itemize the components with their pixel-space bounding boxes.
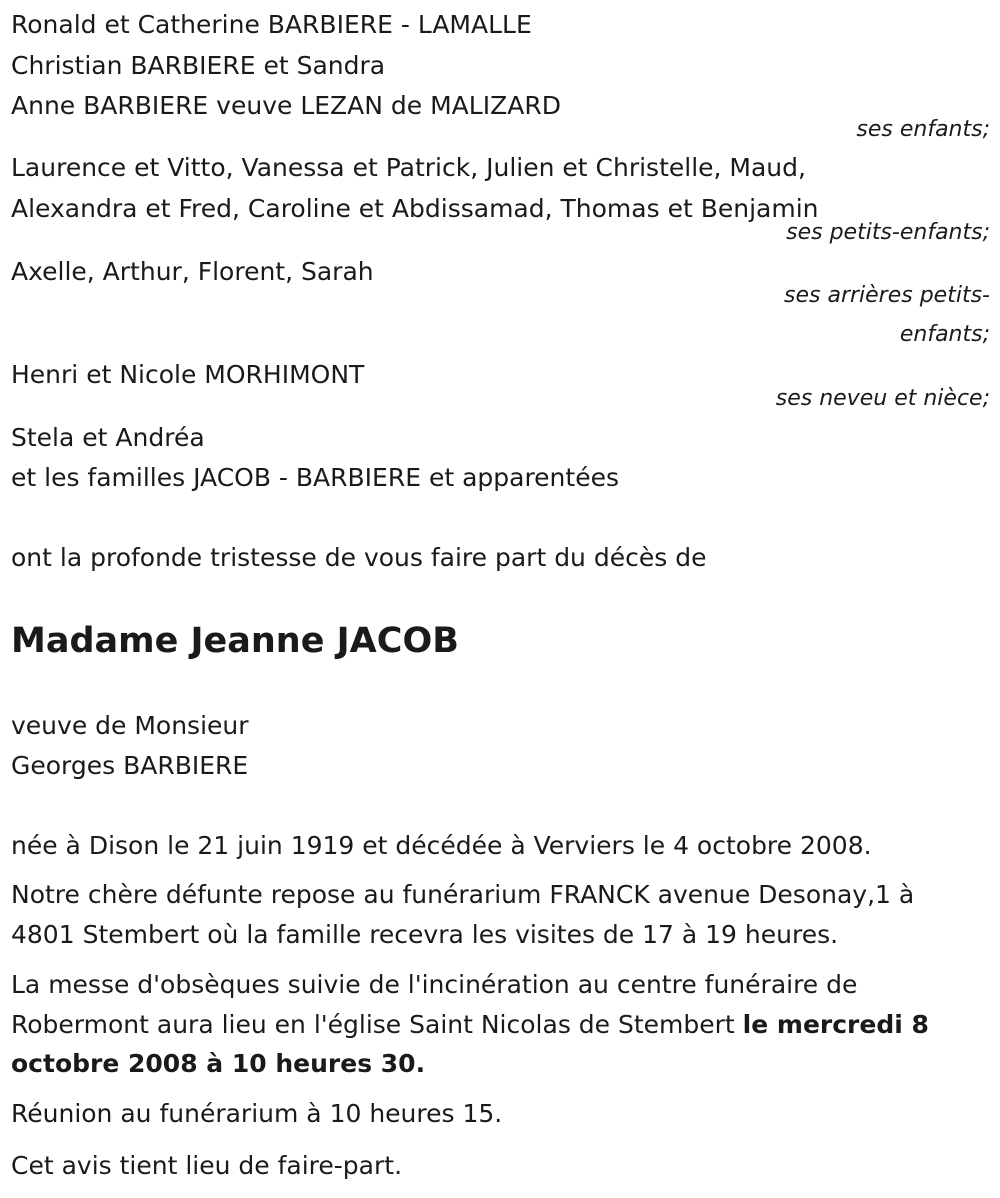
deceased-name: Madame Jeanne JACOB	[11, 621, 459, 661]
great-grandchildren-label-2: enfants;	[899, 322, 990, 347]
child-line-3: Anne BARBIERE veuve LEZAN de MALIZARD	[11, 91, 561, 120]
child-line-1: Ronald et Catherine BARBIERE - LAMALLE	[11, 10, 532, 39]
mass-line-2-text: Robermont aura lieu en l'église Saint Nicolas de Stembert	[11, 1010, 743, 1039]
spouse-line-2: Georges BARBIERE	[11, 751, 249, 780]
nephew-niece-label: ses neveu et nièce;	[775, 386, 990, 411]
spouse-line-1: veuve de Monsieur	[11, 711, 249, 740]
others-line-1: Stela et Andréa	[11, 423, 205, 452]
grandchildren-line-1: Laurence et Vitto, Vanessa et Patrick, Julien et Christelle, Maud,	[11, 153, 806, 182]
mass-line-3	[11, 1049, 425, 1079]
child-line-2: Christian BARBIERE et Sandra	[11, 51, 386, 80]
children-label: ses enfants;	[856, 117, 990, 142]
great-grandchildren-label-1: ses arrières petits-	[784, 283, 990, 308]
mass-line-2	[11, 1010, 929, 1040]
grandchildren-line-2: Alexandra et Fred, Caroline et Abdissamad, Thomas et Benjamin	[11, 194, 819, 223]
grandchildren-label: ses petits-enfants;	[786, 220, 990, 245]
meeting-line: Réunion au funérarium à 10 heures 15.	[11, 1099, 503, 1128]
announcement-line: ont la profonde tristesse de vous faire part du décès de	[11, 543, 707, 572]
mass-line-1: La messe d'obsèques suivie de l'incinération au centre funéraire de	[11, 970, 858, 999]
birth-death-line: née à Dison le 21 juin 1919 et décédée à Verviers le 4 octobre 2008.	[11, 831, 872, 860]
repose-line-1: Notre chère défunte repose au funérarium FRANCK avenue Desonay,1 à	[11, 880, 915, 909]
mass-time-bold: octobre 2008 à 10 heures 30.	[11, 1049, 426, 1078]
great-grandchildren-line: Axelle, Arthur, Florent, Sarah	[11, 257, 374, 286]
notice-line: Cet avis tient lieu de faire-part.	[11, 1151, 403, 1180]
mass-date-bold: le mercredi 8	[742, 1010, 929, 1039]
others-line-2: et les familles JACOB - BARBIERE et apparentées	[11, 463, 619, 492]
nephew-niece-line: Henri et Nicole MORHIMONT	[11, 360, 365, 389]
repose-line-2: 4801 Stembert où la famille recevra les visites de 17 à 19 heures.	[11, 920, 839, 949]
